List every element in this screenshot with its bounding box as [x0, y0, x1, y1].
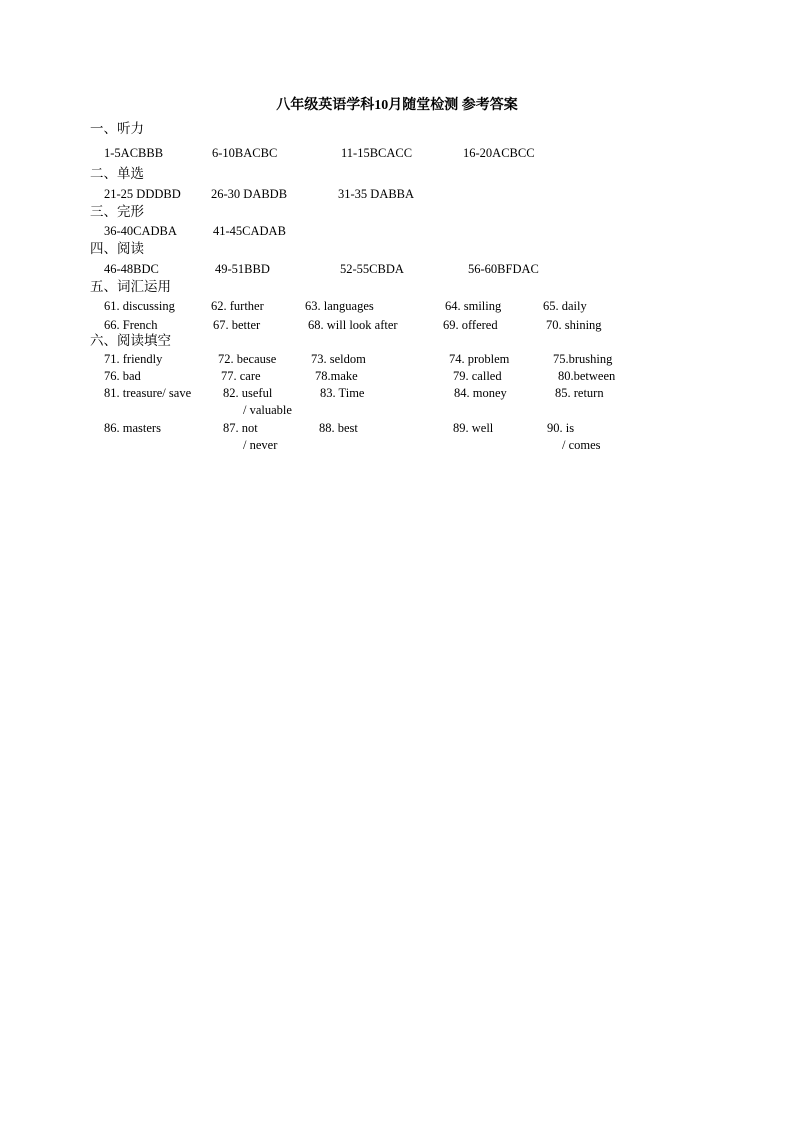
section-heading-single-choice: 二、单选 — [90, 166, 144, 181]
answer-81: 81. treasure/ save — [104, 386, 192, 400]
answer-52-55: 52-55CBDA — [340, 262, 404, 276]
answer-65: 65. daily — [543, 299, 587, 313]
answer-82-alternative: / valuable — [243, 403, 292, 417]
answer-83: 83. Time — [320, 386, 365, 400]
document-title: 八年级英语学科10月随堂检测 参考答案 — [276, 98, 518, 113]
section-heading-vocabulary: 五、词汇运用 — [90, 279, 171, 294]
answer-80: 80.between — [558, 369, 616, 383]
answer-90: 90. is — [547, 421, 575, 435]
answer-36-40: 36-40CADBA — [104, 224, 177, 238]
answer-31-35: 31-35 DABBA — [338, 187, 415, 201]
answer-62: 62. further — [211, 299, 264, 313]
answer-26-30: 26-30 DABDB — [211, 187, 288, 201]
answer-66: 66. French — [104, 318, 158, 332]
answer-88: 88. best — [319, 421, 358, 435]
answer-21-25: 21-25 DDDBD — [104, 187, 181, 201]
answer-89: 89. well — [453, 421, 494, 435]
answer-56-60: 56-60BFDAC — [468, 262, 539, 276]
answer-61: 61. discussing — [104, 299, 175, 313]
section-heading-reading: 四、阅读 — [90, 241, 144, 256]
answer-73: 73. seldom — [311, 352, 366, 366]
answer-63: 63. languages — [305, 299, 374, 313]
answer-64: 64. smiling — [445, 299, 502, 313]
answer-82: 82. useful — [223, 386, 273, 400]
answer-68: 68. will look after — [308, 318, 398, 332]
answer-67: 67. better — [213, 318, 261, 332]
section-heading-listening: 一、听力 — [90, 121, 144, 136]
answer-90-alternative: / comes — [562, 438, 601, 452]
answer-87-alternative: / never — [243, 438, 278, 452]
section-heading-reading-fill: 六、阅读填空 — [90, 333, 171, 348]
answer-71: 71. friendly — [104, 352, 163, 366]
answer-87: 87. not — [223, 421, 258, 435]
answer-46-48: 46-48BDC — [104, 262, 159, 276]
answer-77: 77. care — [221, 369, 261, 383]
answer-16-20: 16-20ACBCC — [463, 146, 535, 160]
answer-49-51: 49-51BBD — [215, 262, 270, 276]
answer-78: 78.make — [315, 369, 358, 383]
answer-79: 79. called — [453, 369, 502, 383]
answer-85: 85. return — [555, 386, 604, 400]
answer-74: 74. problem — [449, 352, 510, 366]
answer-84: 84. money — [454, 386, 507, 400]
answer-75: 75.brushing — [553, 352, 613, 366]
answer-69: 69. offered — [443, 318, 498, 332]
answer-1-5: 1-5ACBBB — [104, 146, 164, 160]
answer-70: 70. shining — [546, 318, 602, 332]
answer-72: 72. because — [218, 352, 277, 366]
answer-6-10: 6-10BACBC — [212, 146, 278, 160]
section-heading-cloze: 三、完形 — [90, 204, 144, 219]
answer-76: 76. bad — [104, 369, 141, 383]
answer-41-45: 41-45CADAB — [213, 224, 286, 238]
answer-11-15: 11-15BCACC — [341, 146, 413, 160]
answer-86: 86. masters — [104, 421, 161, 435]
